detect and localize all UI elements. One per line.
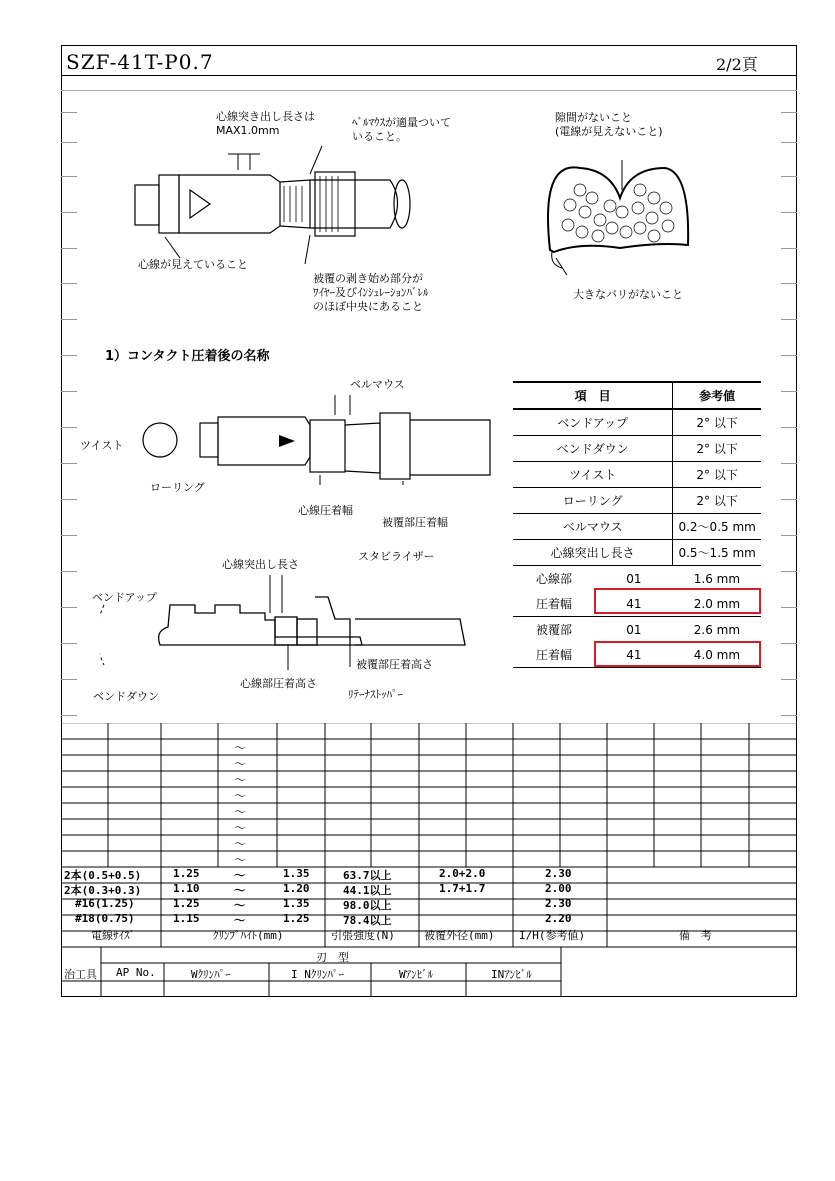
stabilizer-label: スタビライザー <box>358 550 435 563</box>
spec-item: ベンドダウン <box>513 436 673 462</box>
rolling-label: ローリング <box>150 481 205 494</box>
tilde-column: ～ ～ ～ ～ ～ ～ ～ ～ <box>234 741 247 867</box>
burr-note: 大きなバリがないこと <box>573 288 683 301</box>
core-visible-note: 心線が見えていること <box>138 258 248 271</box>
core-code: 41 <box>595 591 673 617</box>
ins-label-2: 圧着幅 <box>513 642 595 668</box>
bend-up-label: ベンドアップ <box>92 591 157 604</box>
table-row: 2本(0.5+0.5) 1.25 ～ 1.35 63.7以上 2.0+2.0 2.30 <box>64 867 572 882</box>
name-diagram-top <box>135 395 495 485</box>
core-label-2: 圧着幅 <box>513 591 595 617</box>
jig-label: 治工具 <box>64 968 97 981</box>
highlight-core-41 <box>594 588 761 614</box>
ins-value: 2.6 mm <box>693 622 741 637</box>
highlight-ins-41 <box>594 641 761 667</box>
core-value: 2.0 mm <box>673 591 761 617</box>
spec-table <box>513 381 761 668</box>
ins-code: 01 <box>626 622 642 637</box>
header-rule <box>61 75 797 76</box>
w-anvil-label: Wｱﾝﾋﾞﾙ <box>399 968 434 981</box>
gap-note: 隙間がないこと (電線が見えないこと) <box>555 111 663 138</box>
crimp-cross-section <box>540 150 700 275</box>
ins-label-1: 被覆部 <box>535 623 572 637</box>
in-anvil-label: INｱﾝﾋﾞﾙ <box>491 968 532 981</box>
bellmouth-note: ﾍﾞﾙﾏｳｽが適量ついて いること。 <box>352 116 451 143</box>
ins-value: 4.0 mm <box>673 642 761 668</box>
ins-code: 41 <box>595 642 673 668</box>
spec-value: 0.2～0.5 mm <box>673 514 761 540</box>
ap-no-label: AP No. <box>116 966 156 979</box>
twist-label: ツイスト <box>80 439 124 452</box>
spec-value: 0.5～1.5 mm <box>673 540 761 566</box>
spec-value: 2° 以下 <box>673 462 761 488</box>
spec-item: ツイスト <box>513 462 673 488</box>
crimp-contact-drawing <box>120 140 420 270</box>
insulation-crimp-height-label: 被覆部圧着高さ <box>356 658 433 671</box>
header-subrule <box>61 90 797 91</box>
spec-item: ベルマウス <box>513 514 673 540</box>
core-crimp-width-label: 心線圧着幅 <box>298 504 353 517</box>
spec-header-value: 参考値 <box>673 382 761 409</box>
document-id: SZF-41T-P0.7 <box>66 50 214 74</box>
insulation-crimp-width-label: 被覆部圧着幅 <box>382 516 448 529</box>
core-crimp-height-label: 心線部圧着高さ <box>240 677 317 690</box>
retainer-stopper-label: ﾘﾃｰﾅｽﾄｯﾊﾟｰ <box>348 688 403 701</box>
die-header: 刃 型 <box>316 951 349 964</box>
tool-table <box>61 947 797 997</box>
bend-down-label: ベンドダウン <box>93 690 159 703</box>
section-title: 1）コンタクト圧着後の名称 <box>105 349 270 364</box>
spec-value: 2° 以下 <box>673 409 761 436</box>
table-row: #18(0.75) 1.15 ～ 1.25 78.4以上 2.20 <box>75 912 572 927</box>
table-row: #16(1.25) 1.25 ～ 1.35 98.0以上 2.30 <box>75 897 572 912</box>
core-protrusion-note: 心線突き出し長さは MAX1.0mm <box>216 110 315 137</box>
spec-item: ローリング <box>513 488 673 514</box>
strip-position-note: 被覆の剥き始め部分が ﾜｲﾔｰ及びｲﾝｼｭﾚｰｼｮﾝﾊﾞﾚﾙ のほぼ中央にあること <box>313 272 429 313</box>
column-headers: 電線ｻｲｽﾞ ｸﾘﾝﾌﾟﾊｲﾄ(mm) 引張強度(N) 被覆外径(mm) I/H(参考値) 備 考 <box>91 929 712 942</box>
in-crimper-label: I Nｸﾘﾝﾊﾟｰ <box>291 968 344 981</box>
spec-value: 2° 以下 <box>673 488 761 514</box>
bellmouth-label: ベルマウス <box>350 378 405 391</box>
w-crimper-label: Wｸﾘﾝﾊﾟｰ <box>191 968 231 981</box>
page-number: 2/2頁 <box>716 55 758 74</box>
spec-item: 心線突出し長さ <box>513 540 673 566</box>
table-row: 2本(0.3+0.3) 1.10 ～ 1.20 44.1以上 1.7+1.7 2.00 <box>64 882 572 897</box>
data-rows <box>61 867 797 942</box>
core-value: 1.6 mm <box>693 571 741 586</box>
core-label-1: 心線部 <box>535 572 572 586</box>
core-code: 01 <box>626 571 642 586</box>
spec-header-item: 項 目 <box>513 382 673 409</box>
spec-value: 2° 以下 <box>673 436 761 462</box>
core-protrusion-length-label: 心線突出し長さ <box>222 558 299 571</box>
spec-item: ベンドアップ <box>513 409 673 436</box>
